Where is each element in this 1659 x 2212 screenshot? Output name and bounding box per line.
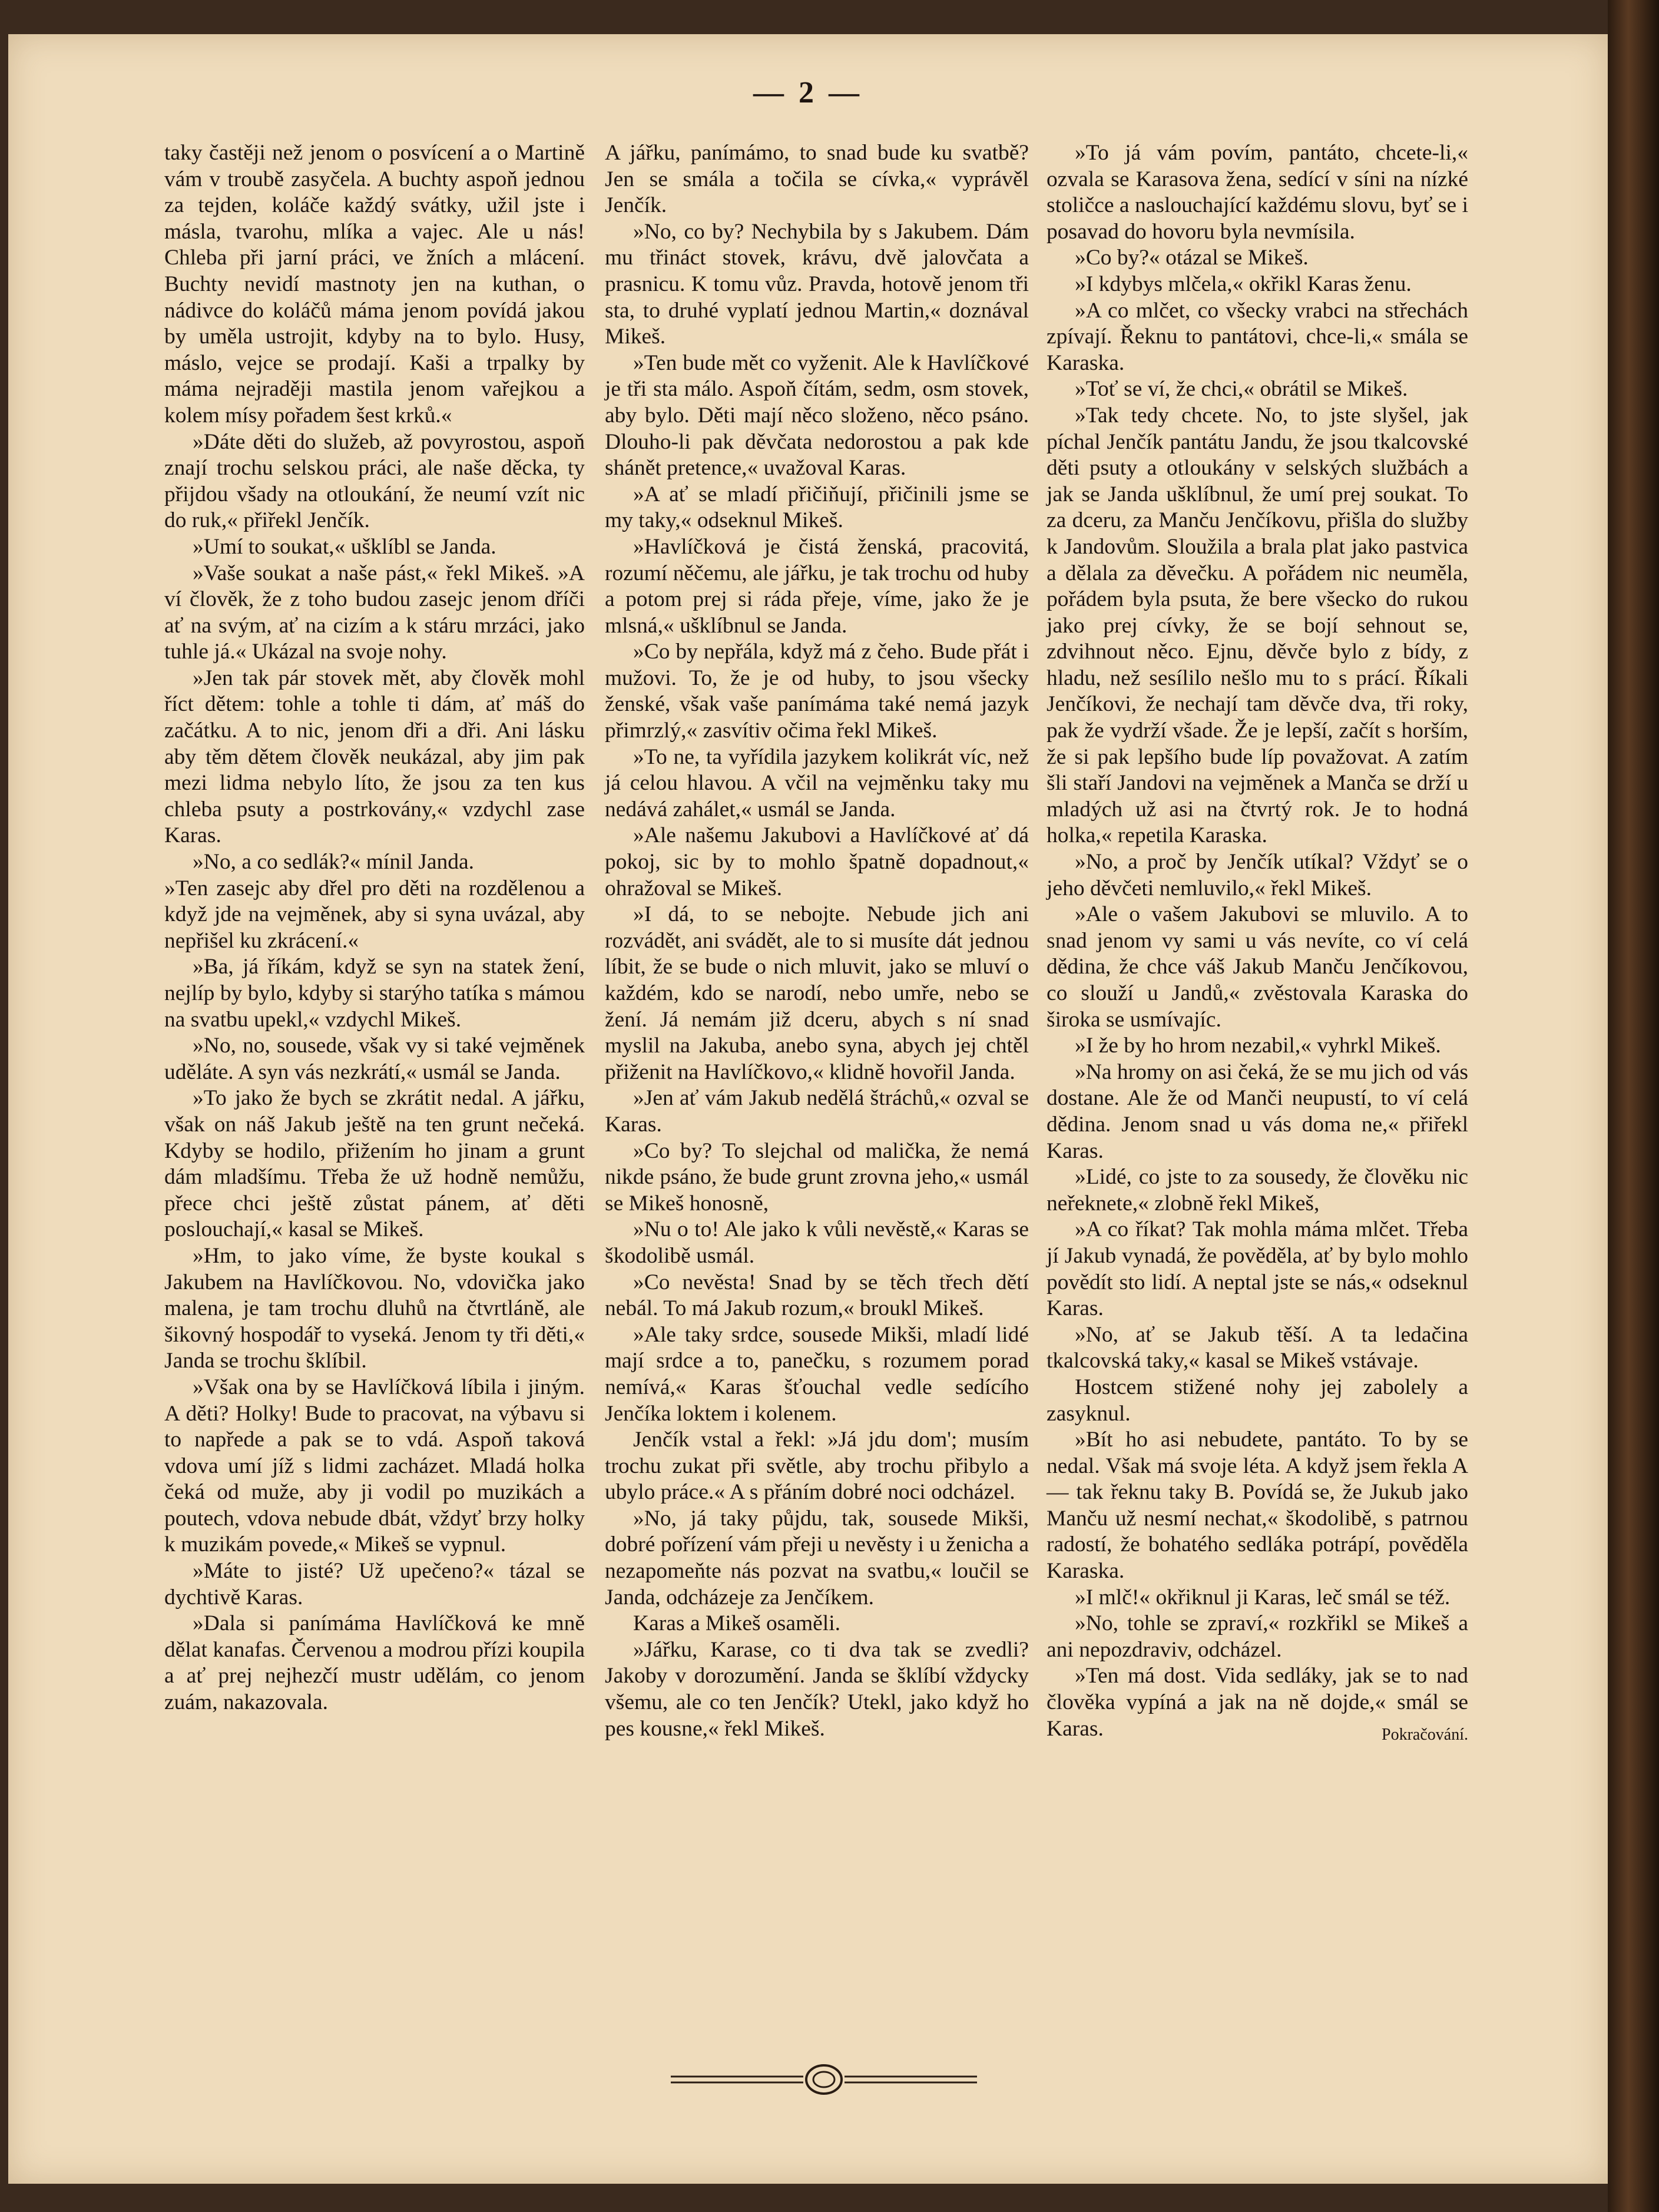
paragraph: »To já vám povím, pantáto, chcete-li,« ozvala se Karasova žena, sedící v síni na nízké stoličce a naslouchající každému slovu, byť se i posavad do hovoru byla nevmísila. — [1047, 141, 1468, 244]
paragraph: »Hm, to jako víme, že byste koukal s Jakubem na Havlíčkovou. No, vdovička jako malena, je tam trochu dluhů na čtvrtláně, ale šikovný hospodář to vyseká. Jenom ty tři děti,« Janda se trochu šklíbil. — [164, 1243, 585, 1373]
paragraph: »To ne, ta vyřídila jazykem kolikrát víc, než já celou hlavou. A včil na vejměnku taky mu nedává zahálet,« usmál se Janda. — [605, 744, 1029, 822]
paragraph: »Ten bude mět co vyženit. Ale k Havlíčkové je tři sta málo. Aspoň čítám, sedm, osm stovek, aby bylo. Děti mají něco složeno, něco psáno. Dlouho-li pak děvčata nedorostou a pak kde shánět pretence,« uvažoval Karas. — [605, 350, 1029, 481]
paragraph: »Co by nepřála, když má z čeho. Bude přát i mužovi. To, že je od huby, to jsou všecky ženské, však vaše panímáma také nemá jazyk přimrzlý,« zasvítiv očima řekl Mikeš. — [605, 640, 1029, 743]
paragraph: »Na hromy on asi čeká, že se mu jich od vás dostane. Ale že od Manči neupustí, to ví celá dědina. Jenom snad u vás doma ne,« přiřekl Karas. — [1047, 1059, 1468, 1163]
paragraph: A jářku, panímámo, to snad bude ku svatbě? Jen se smála a točila se cívka,« vyprávěl Jenčík. — [605, 141, 1029, 218]
paragraph: Hostcem stižené nohy jej zabolely a zasyknul. — [1047, 1375, 1468, 1426]
paragraph: »Jen ať vám Jakub nedělá štráchů,« ozval se Karas. — [605, 1086, 1029, 1137]
text-column-3 — [1047, 140, 1468, 1748]
paragraph: »To jako že bych se zkrátit nedal. A jářku, však on náš Jakub ještě na ten grunt nečeká. Kdyby se hodilo, přižením ho jinam a grunt dám mladšímu. Třeba že už hodně nemůžu, přece chci ještě zůstat pánem, ať děti poslouchají,« kasal se Mikeš. — [164, 1086, 585, 1242]
paragraph: »I mlč!« okřiknul ji Karas, leč smál se též. — [1075, 1585, 1451, 1610]
book-spine — [1608, 0, 1659, 2212]
paragraph: »Máte to jisté? Už upečeno?« tázal se dychtivě Karas. — [164, 1559, 585, 1610]
paragraph: »Ba, já říkám, když se syn na statek žení, nejlíp by bylo, kdyby si starýho tatíka s mámou na svatbu upekl,« vzdychl Mikeš. — [164, 955, 585, 1032]
paragraph: »Jen tak pár stovek mět, aby člověk mohl říct dětem: tohle a tohle ti dám, ať máš do začátku. A to nic, jenom dři a dři. Ani lásku aby těm dětem člověk neukázal, aby jim pak mezi lidma nebylo líto, že jsou za ten kus chleba psuty a postrkovány,« vzdychl zase Karas. — [164, 665, 585, 848]
text-column-2 — [605, 140, 1029, 1742]
paragraph: »Ale taky srdce, sousede Mikši, mladí lidé mají srdce a to, panečku, s rozumem porad nemívá,« Karas šťouchal vedle sedícího Jenčíka loktem i kolenem. — [605, 1322, 1029, 1426]
newspaper-page — [8, 34, 1608, 2184]
paragraph: »No, tohle se zpraví,« rozkřikl se Mikeš a ani nepozdraviv, odcházel. — [1047, 1611, 1468, 1662]
paragraph: »Co by? To slejchal od malička, že nemá nikde psáno, že bude grunt zrovna jeho,« usmál se Mikeš honosně, — [605, 1138, 1029, 1216]
paragraph: »Jářku, Karase, co ti dva tak se zvedli? Jakoby v dorozumění. Janda se šklíbí vždycky všemu, ale co ten Jenčík? Utekl, jako když ho pes kousne,« řekl Mikeš. — [605, 1637, 1029, 1741]
paragraph: »Havlíčková je čistá ženská, pracovitá, rozumí něčemu, ale jářku, je tak trochu od huby a potom prej si ráda přeje, víme, jako že je mlsná,« ušklíbnul se Janda. — [605, 534, 1029, 638]
paragraph: »Vaše soukat a naše pást,« řekl Mikeš. »A ví člověk, že z toho budou zasejc jenom dříči ať na svým, ať na cizím a k stáru mrzáci, jako tuhle já.« Ukázal na svoje nohy. — [164, 561, 585, 664]
paragraph — [1047, 1663, 1468, 1742]
paragraph: »A co říkat? Tak mohla máma mlčet. Třeba jí Jakub vynadá, že pověděla, ať by bylo mohlo povědít sto lidí. A neptal jste se nás,« odseknul Karas. — [1047, 1217, 1468, 1321]
paragraph: »Co by?« otázal se Mikeš. — [1075, 246, 1309, 270]
paragraph: »Ale o vašem Jakubovi se mluvilo. A to snad jenom vy sami u vás nevíte, co ví celá dědina, že chce váš Jakub Manču Jenčíkovou, co slouží u Jandů,« zvěstovala Karaska do široka se usmívajíc. — [1047, 902, 1468, 1032]
paragraph: »Tak tedy chcete. No, to jste slyšel, jak píchal Jenčík pantátu Jandu, že jsou tkalcovské děti psuty a otloukány v selských službách a jak se Janda ušklíbnul, že umí prej soukat. To za dceru, za Manču Jenčíkovu, přišla do služby k Jandovům. Sloužila a brala plat jako pastvica a dělala za děvečku. A pořádem nic neuměla, pořádem byla psuta, že bere všecko do rukou jako prej cívky, že se bojí sehnout se, zdvihnout něco. Ejnu, děvče bylo z bídy, z hladu, než sesílilo nešlo mu to s prácí. Říkali Jenčíkovi, že nechají tam děvče dva, tři roky, pak že vydrží všade. Že je lepší, začít s horším, že si pak lepšího bude líp považovat. A zatím šli staří Jandovi na vejměnek a Manča se drží u mladých už asi na čtvrtý rok. Je to hodná holka,« repetila Karaska. — [1047, 403, 1468, 848]
paragraph: Karas a Mikeš osaměli. — [633, 1611, 840, 1636]
paragraph: »A ať se mladí přičiňují, přičinili jsme se my taky,« odseknul Mikeš. — [605, 482, 1029, 533]
paragraph: »Nu o to! Ale jako k vůli nevěstě,« Karas se škodolibě usmál. — [605, 1217, 1029, 1268]
paragraph: »I kdybys mlčela,« okřikl Karas ženu. — [1075, 271, 1412, 296]
continued-note: Pokračování. — [1382, 1725, 1468, 1744]
paragraph: »No, no, sousede, však vy si také vejměnek uděláte. A syn vás nezkrátí,« usmál se Janda. — [164, 1034, 585, 1084]
paragraph: »No, já taky půjdu, tak, sousede Mikši, dobré pořízení vám přeji u nevěsty i u ženicha a nezapomeňte nás pozvat na svatbu,« loučil se Janda, odcházeje za Jenčíkem. — [605, 1506, 1029, 1610]
last-paragraph-text: »Ten má dost. Vida sedláky, jak se to nad člověka vypíná a jak na ně dojde,« smál se Karas. — [1047, 1664, 1468, 1741]
paragraph: »Umí to soukat,« ušklíbl se Janda. — [193, 534, 496, 559]
paragraph: »Bít ho asi nebudete, pantáto. To by se nedal. Však má svoje léta. A když jsem řekla A — tak řeknu taky B. Povídá se, že Jukub jako Manču už nesmí nechat,« škodolibě, s patrnou radostí, že bohatého sedláka potrápí, pověděla Karaska. — [1047, 1428, 1468, 1584]
paragraph: »Lidé, co jste to za sousedy, že člověku nic neřeknete,« zlobně řekl Mikeš, — [1047, 1165, 1468, 1216]
paragraph: »I že by ho hrom nezabil,« vyhrkl Mikeš. — [1075, 1034, 1441, 1058]
paragraph: »Ten zasejc aby dřel pro děti na rozdělenou a když jde na vejměnek, aby si syna uvázal, aby nepřišel ku zkrácení.« — [164, 876, 585, 953]
paragraph: »No, ať se Jakub těší. A ta ledačina tkalcovská taky,« kasal se Mikeš vstávaje. — [1047, 1322, 1468, 1373]
paragraph: »Dala si panímáma Havlíčková ke mně dělat kanafas. Červenou a modrou přízi koupila a ať prej nejhezčí mustr udělám, co jenom zuám, nakazovala. — [164, 1611, 585, 1715]
paragraph: »Dáte děti do služeb, až povyrostou, aspoň znají trochu selskou práci, ale naše děcka, ty přijdou všady na otloukání, že neumí vzít nic do ruk,« přiřekl Jenčík. — [164, 429, 585, 533]
page-number: — 2 — — [753, 76, 863, 110]
decorative-rule-icon — [671, 2059, 977, 2100]
paragraph: »I dá, to se nebojte. Nebude jich ani rozvádět, ani svádět, ale to si musíte dát jednou líbit, že se bude o nich mluvit, jako se mluví o každém, kdo se narodí, nebo umře, nebo se žení. Já nemám již dceru, abych s ní snad myslil na Jakuba, anebo syna, abych jej chtěl přiženit na Havlíčkovo,« klidně hovořil Janda. — [605, 902, 1029, 1084]
paragraph: »Však ona by se Havlíčková líbila i jiným. A děti? Holky! Bude to pracovat, na výbavu si to napřede a pak se to vdá. Aspoň taková vdova umí jíž s lidmi zacházet. Mladá holka čeká od muže, aby ji vodil po muzikách a poutech, vdova nebude dbát, vždyť brzy holky k muzikám povede,« Mikeš se vypnul. — [164, 1375, 585, 1557]
paragraph: »Toť se ví, že chci,« obrátil se Mikeš. — [1075, 377, 1408, 402]
paragraph: »A co mlčet, co všecky vrabci na střechách zpívají. Řeknu to pantátovi, chce-li,« smála se Karaska. — [1047, 298, 1468, 375]
text-column-1 — [164, 140, 585, 1716]
paragraph: »No, a proč by Jenčík utíkal? Vždyť se o jeho děvčeti nemluvilo,« řekl Mikeš. — [1047, 850, 1468, 900]
paragraph: taky častěji než jenom o posvícení a o Martině vám v troubě zasyčela. A buchty aspoň jednou za tejden, koláče každý svátky, užil jste i másla, tvarohu, mlíka a vajec. Ale u nás! Chleba při jarní práci, ve žních a mlácení. Buchty nevidí mastnoty jen na kuthan, o nádivce do koláčů máma jenom povídá jakou by uměla ustrojit, kdyby na to bylo. Husy, máslo, vejce se prodají. Kaši a trpalky by máma nejraději mastila jenom vařejkou a kolem mísy pořadem šest krků.« — [164, 141, 585, 428]
paragraph: »Co nevěsta! Snad by se těch třech dětí nebál. To má Jakub rozum,« broukl Mikeš. — [605, 1270, 1029, 1321]
paragraph: »Ale našemu Jakubovi a Havlíčkové ať dá pokoj, sic by to mohlo špatně dopadnout,« ohražoval se Mikeš. — [605, 823, 1029, 900]
paragraph: »No, a co sedlák?« mínil Janda. — [193, 850, 474, 875]
paragraph: »No, co by? Nechybila by s Jakubem. Dám mu třináct stovek, krávu, dvě jalovčata a prasnicu. K tomu vůz. Pravda, hotově jenom tři sta, to druhé vyplatí jednou Martin,« doznával Mikeš. — [605, 219, 1029, 349]
paragraph: Jenčík vstal a řekl: »Já jdu dom'; musím trochu zukat při světle, aby trochu přibylo a ubylo práce.« A s přáním dobré noci odcházel. — [605, 1428, 1029, 1505]
